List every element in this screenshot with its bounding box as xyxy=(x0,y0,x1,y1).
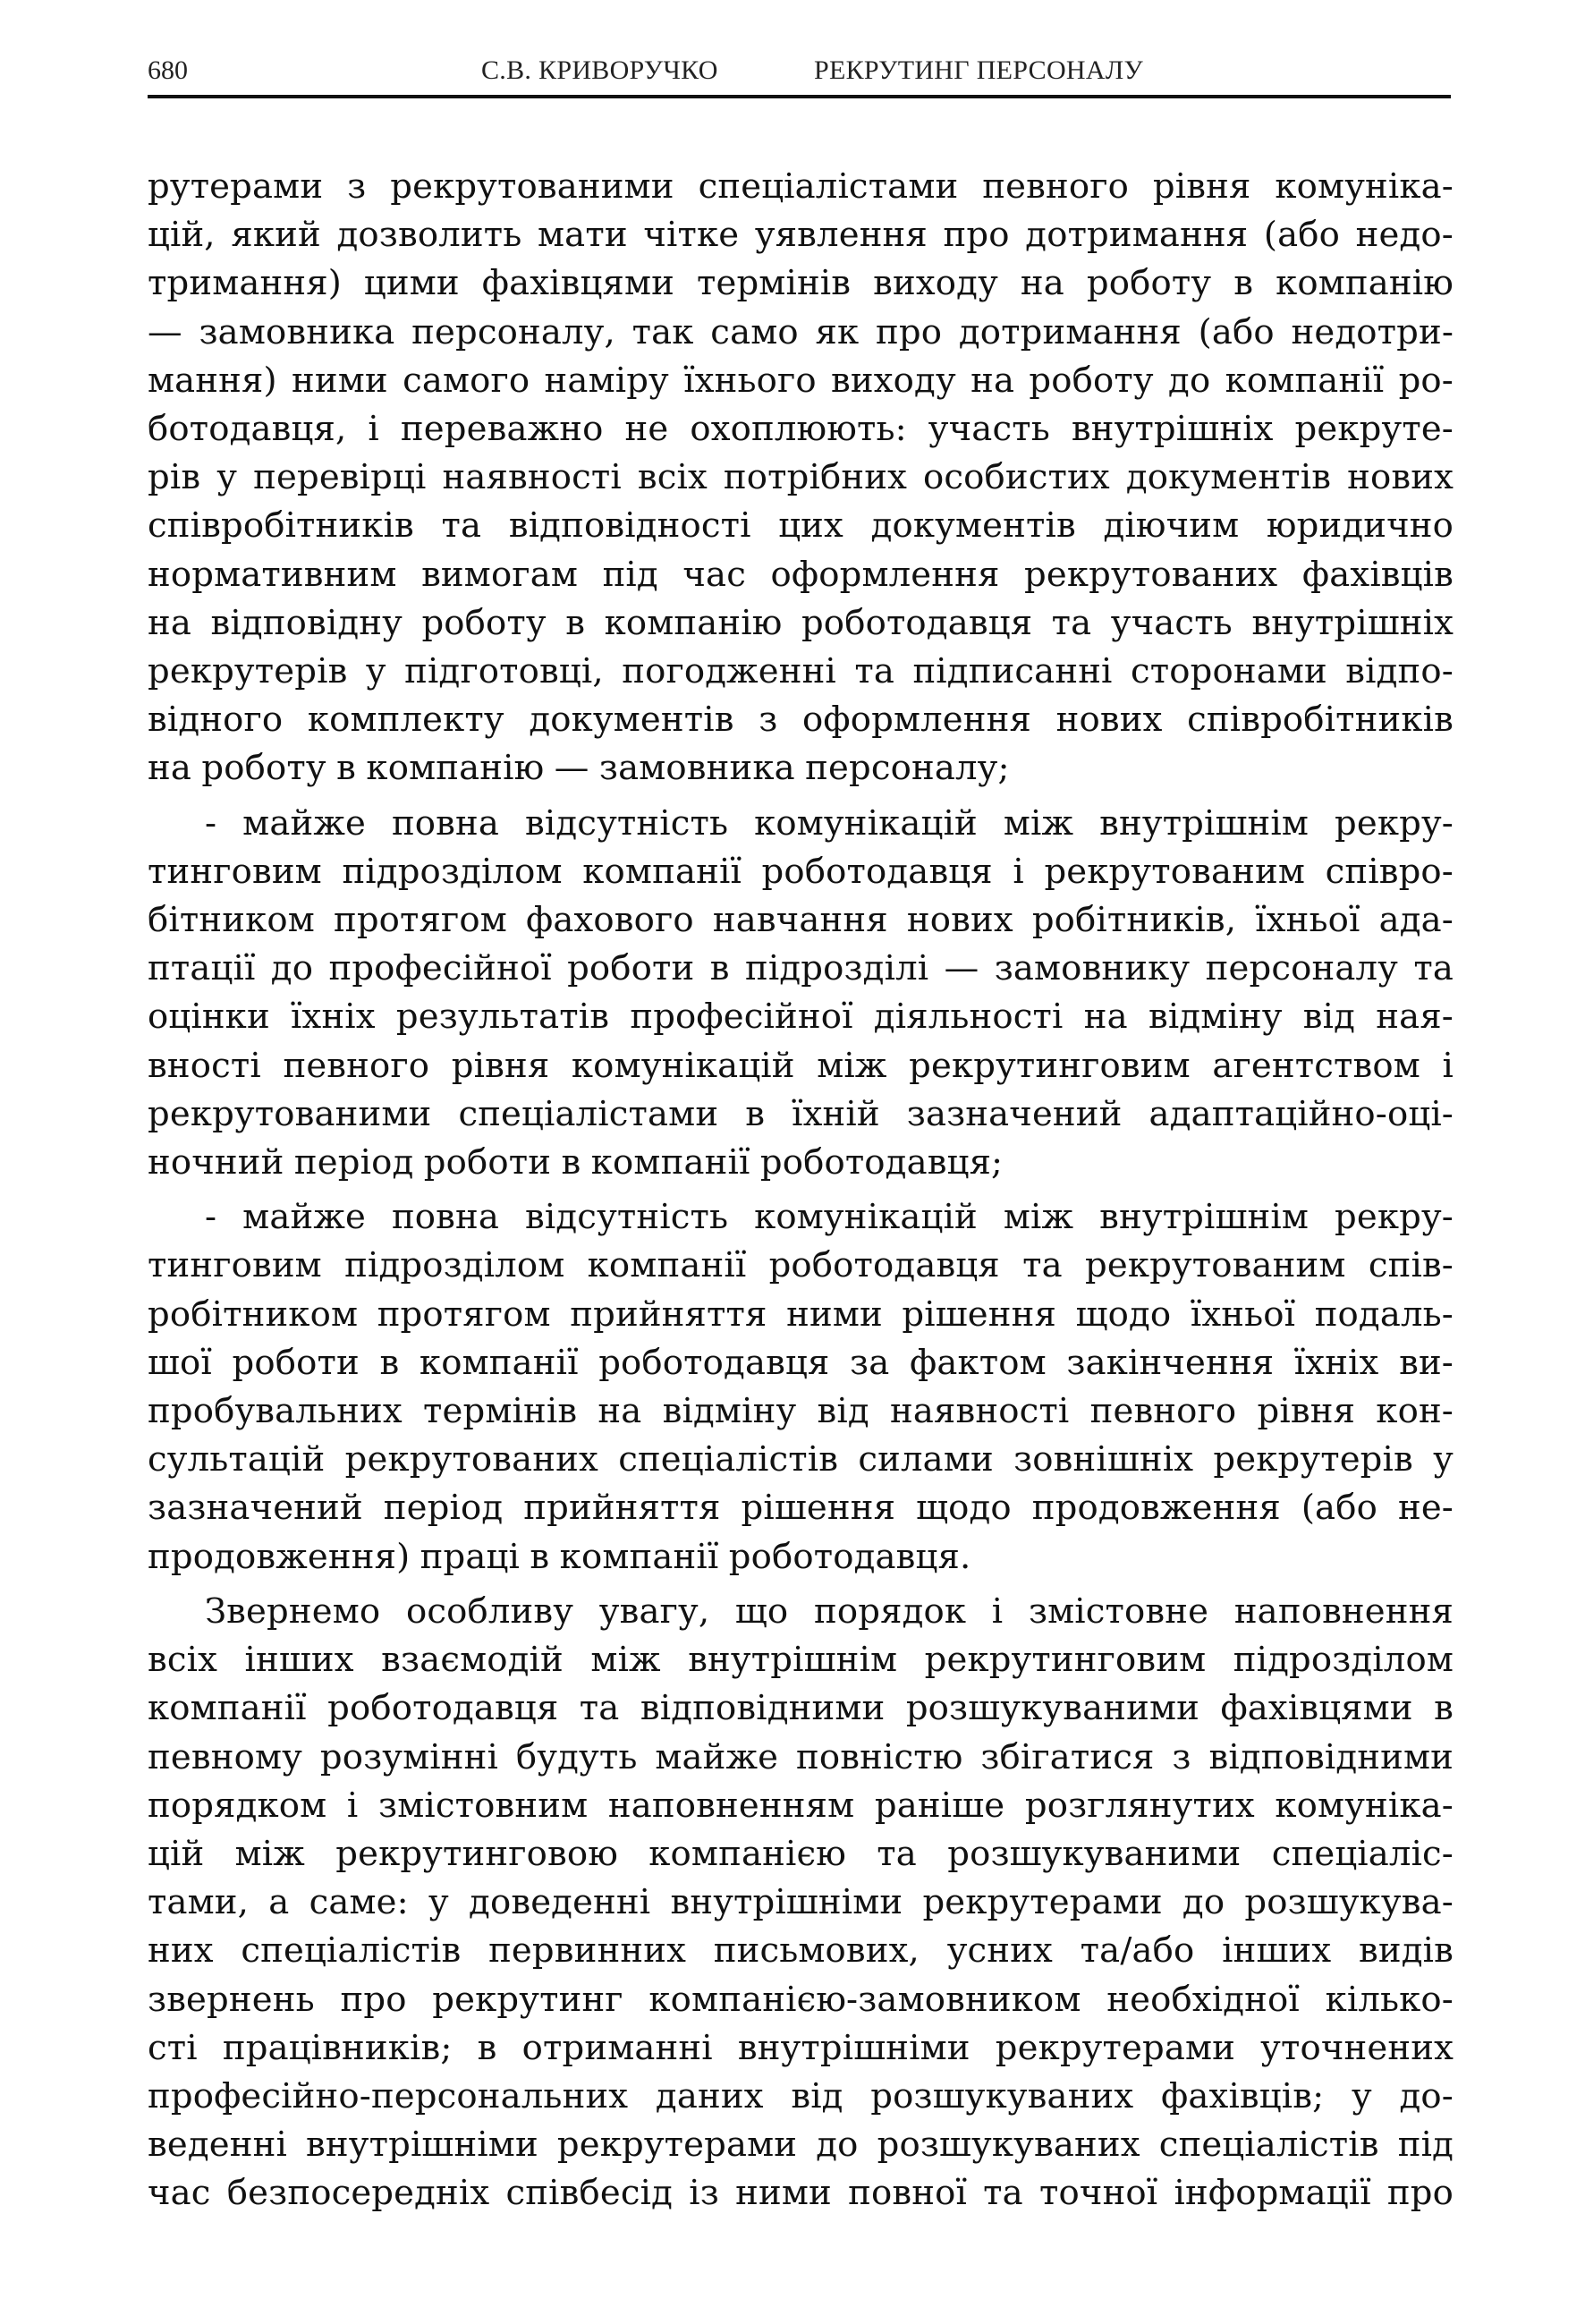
text-line: порядком і змістовним наповненням раніше розглянутих комуніка- xyxy=(148,1785,1454,1826)
text-line: звернень про рекрутинг компанією-замовником необхідної кілько- xyxy=(148,1979,1454,2020)
text-line: час безпосередніх співбесід із ними повної та точної інформації про xyxy=(148,2173,1454,2214)
text-line: оцінки їхніх результатів професійної діяльності на відміну від ная- xyxy=(148,997,1454,1038)
text-line: веденні внутрішніми рекрутерами до розшукуваних спеціалістів під xyxy=(148,2125,1454,2166)
running-head xyxy=(148,52,1451,98)
text-line: Звернемо особливу увагу, що порядок і змістовне наповнення xyxy=(205,1590,1454,1632)
text-line: шої роботи в компанії роботодавця за фактом закінчення їхніх ви- xyxy=(148,1342,1454,1383)
text-line: тинговим підрозділом компанії роботодавця і рекрутованим співро- xyxy=(148,851,1454,892)
text-line: ночний період роботи в компанії роботодавця; xyxy=(148,1142,1004,1183)
text-line: рутерами з рекрутованими спеціалістами певного рівня комуніка- xyxy=(148,166,1454,207)
text-line: робітником протягом прийняття ними рішення щодо їхньої подаль- xyxy=(148,1293,1454,1335)
text-line: бітником протягом фахового навчання нових робітників, їхньої ада- xyxy=(148,900,1454,941)
text-line: компанії роботодавця та відповідними розшукуваними фахівцями в xyxy=(148,1688,1454,1729)
text-line: цій, який дозволить мати чітке уявлення про дотримання (або недо- xyxy=(148,215,1454,256)
text-line: — замовника персоналу, так само як про дотримання (або недотри- xyxy=(148,311,1454,352)
text-line: них спеціалістів первинних письмових, усних та/або інших видів xyxy=(148,1930,1454,1972)
text-line: птації до професійної роботи в підрозділі — замовнику персоналу та xyxy=(148,948,1454,989)
paragraph xyxy=(148,163,1454,793)
paragraph xyxy=(148,1588,1454,2218)
paragraph-gap xyxy=(148,793,1454,800)
text-line: сультацій рекрутованих спеціалістів силами зовнішніх рекрутерів у xyxy=(148,1439,1454,1480)
text-line: - майже повна відсутність комунікацій між внутрішнім рекру- xyxy=(205,802,1454,844)
text-line: нормативним вимогам під час оформлення рекрутованих фахівців xyxy=(148,554,1454,595)
paragraph-gap xyxy=(148,1582,1454,1588)
text-line: тинговим підрозділом компанії роботодавця та рекрутованим спів- xyxy=(148,1245,1454,1286)
paragraph xyxy=(148,800,1454,1188)
text-line: рекрутованими спеціалістами в їхній зазначений адаптаційно-оці- xyxy=(148,1093,1454,1134)
text-line: вності певного рівня комунікацій між рекрутинговим агентством і xyxy=(148,1045,1454,1086)
text-line: певному розумінні будуть майже повністю збігатися з відповідними xyxy=(148,1736,1454,1777)
text-line: тримання) цими фахівцями термінів виходу на роботу в компанію xyxy=(148,263,1454,304)
text-line: тами, а саме: у доведенні внутрішніми рекрутерами до розшукува- xyxy=(148,1882,1454,1923)
page-number: 680 xyxy=(148,55,188,85)
text-line: на роботу в компанію — замовника персоналу; xyxy=(148,748,1010,789)
text-line: цій між рекрутинговою компанією та розшукуваними спеціаліс- xyxy=(148,1833,1454,1874)
body-text xyxy=(148,163,1454,2218)
paragraph-gap xyxy=(148,1187,1454,1193)
text-line: мання) ними самого наміру їхнього виходу на роботу до компанії ро- xyxy=(148,360,1454,401)
paragraph xyxy=(148,1193,1454,1582)
text-line: ботодавця, і переважно не охоплюють: участь внутрішніх рекруте- xyxy=(148,409,1454,450)
text-line: сті працівників; в отриманні внутрішніми рекрутерами уточнених xyxy=(148,2027,1454,2068)
text-line: відного комплекту документів з оформлення нових співробітників xyxy=(148,700,1454,741)
text-line: зазначений період прийняття рішення щодо продовження (або не- xyxy=(148,1488,1454,1529)
running-head-author: С.В. КРИВОРУЧКО xyxy=(481,55,718,85)
text-line: на відповідну роботу в компанію роботодавця та участь внутрішніх xyxy=(148,602,1454,643)
running-head-book-title: РЕКРУТИНГ ПЕРСОНАЛУ xyxy=(814,55,1144,85)
text-line: продовження) праці в компанії роботодавця. xyxy=(148,1536,971,1577)
text-line: рекрутерів у підготовці, погодженні та підписанні сторонами відпо- xyxy=(148,651,1454,692)
text-line: пробувальних термінів на відміну від наявності певного рівня кон- xyxy=(148,1391,1454,1432)
text-line: - майже повна відсутність комунікацій між внутрішнім рекру- xyxy=(205,1197,1454,1238)
text-line: всіх інших взаємодій між внутрішнім рекрутинговим підрозділом xyxy=(148,1640,1454,1681)
text-line: професійно-персональних даних від розшукуваних фахівців; у до- xyxy=(148,2075,1454,2116)
text-line: рів у перевірці наявності всіх потрібних особистих документів нових xyxy=(148,457,1454,498)
text-line: співробітників та відповідності цих документів діючим юридично xyxy=(148,505,1454,547)
